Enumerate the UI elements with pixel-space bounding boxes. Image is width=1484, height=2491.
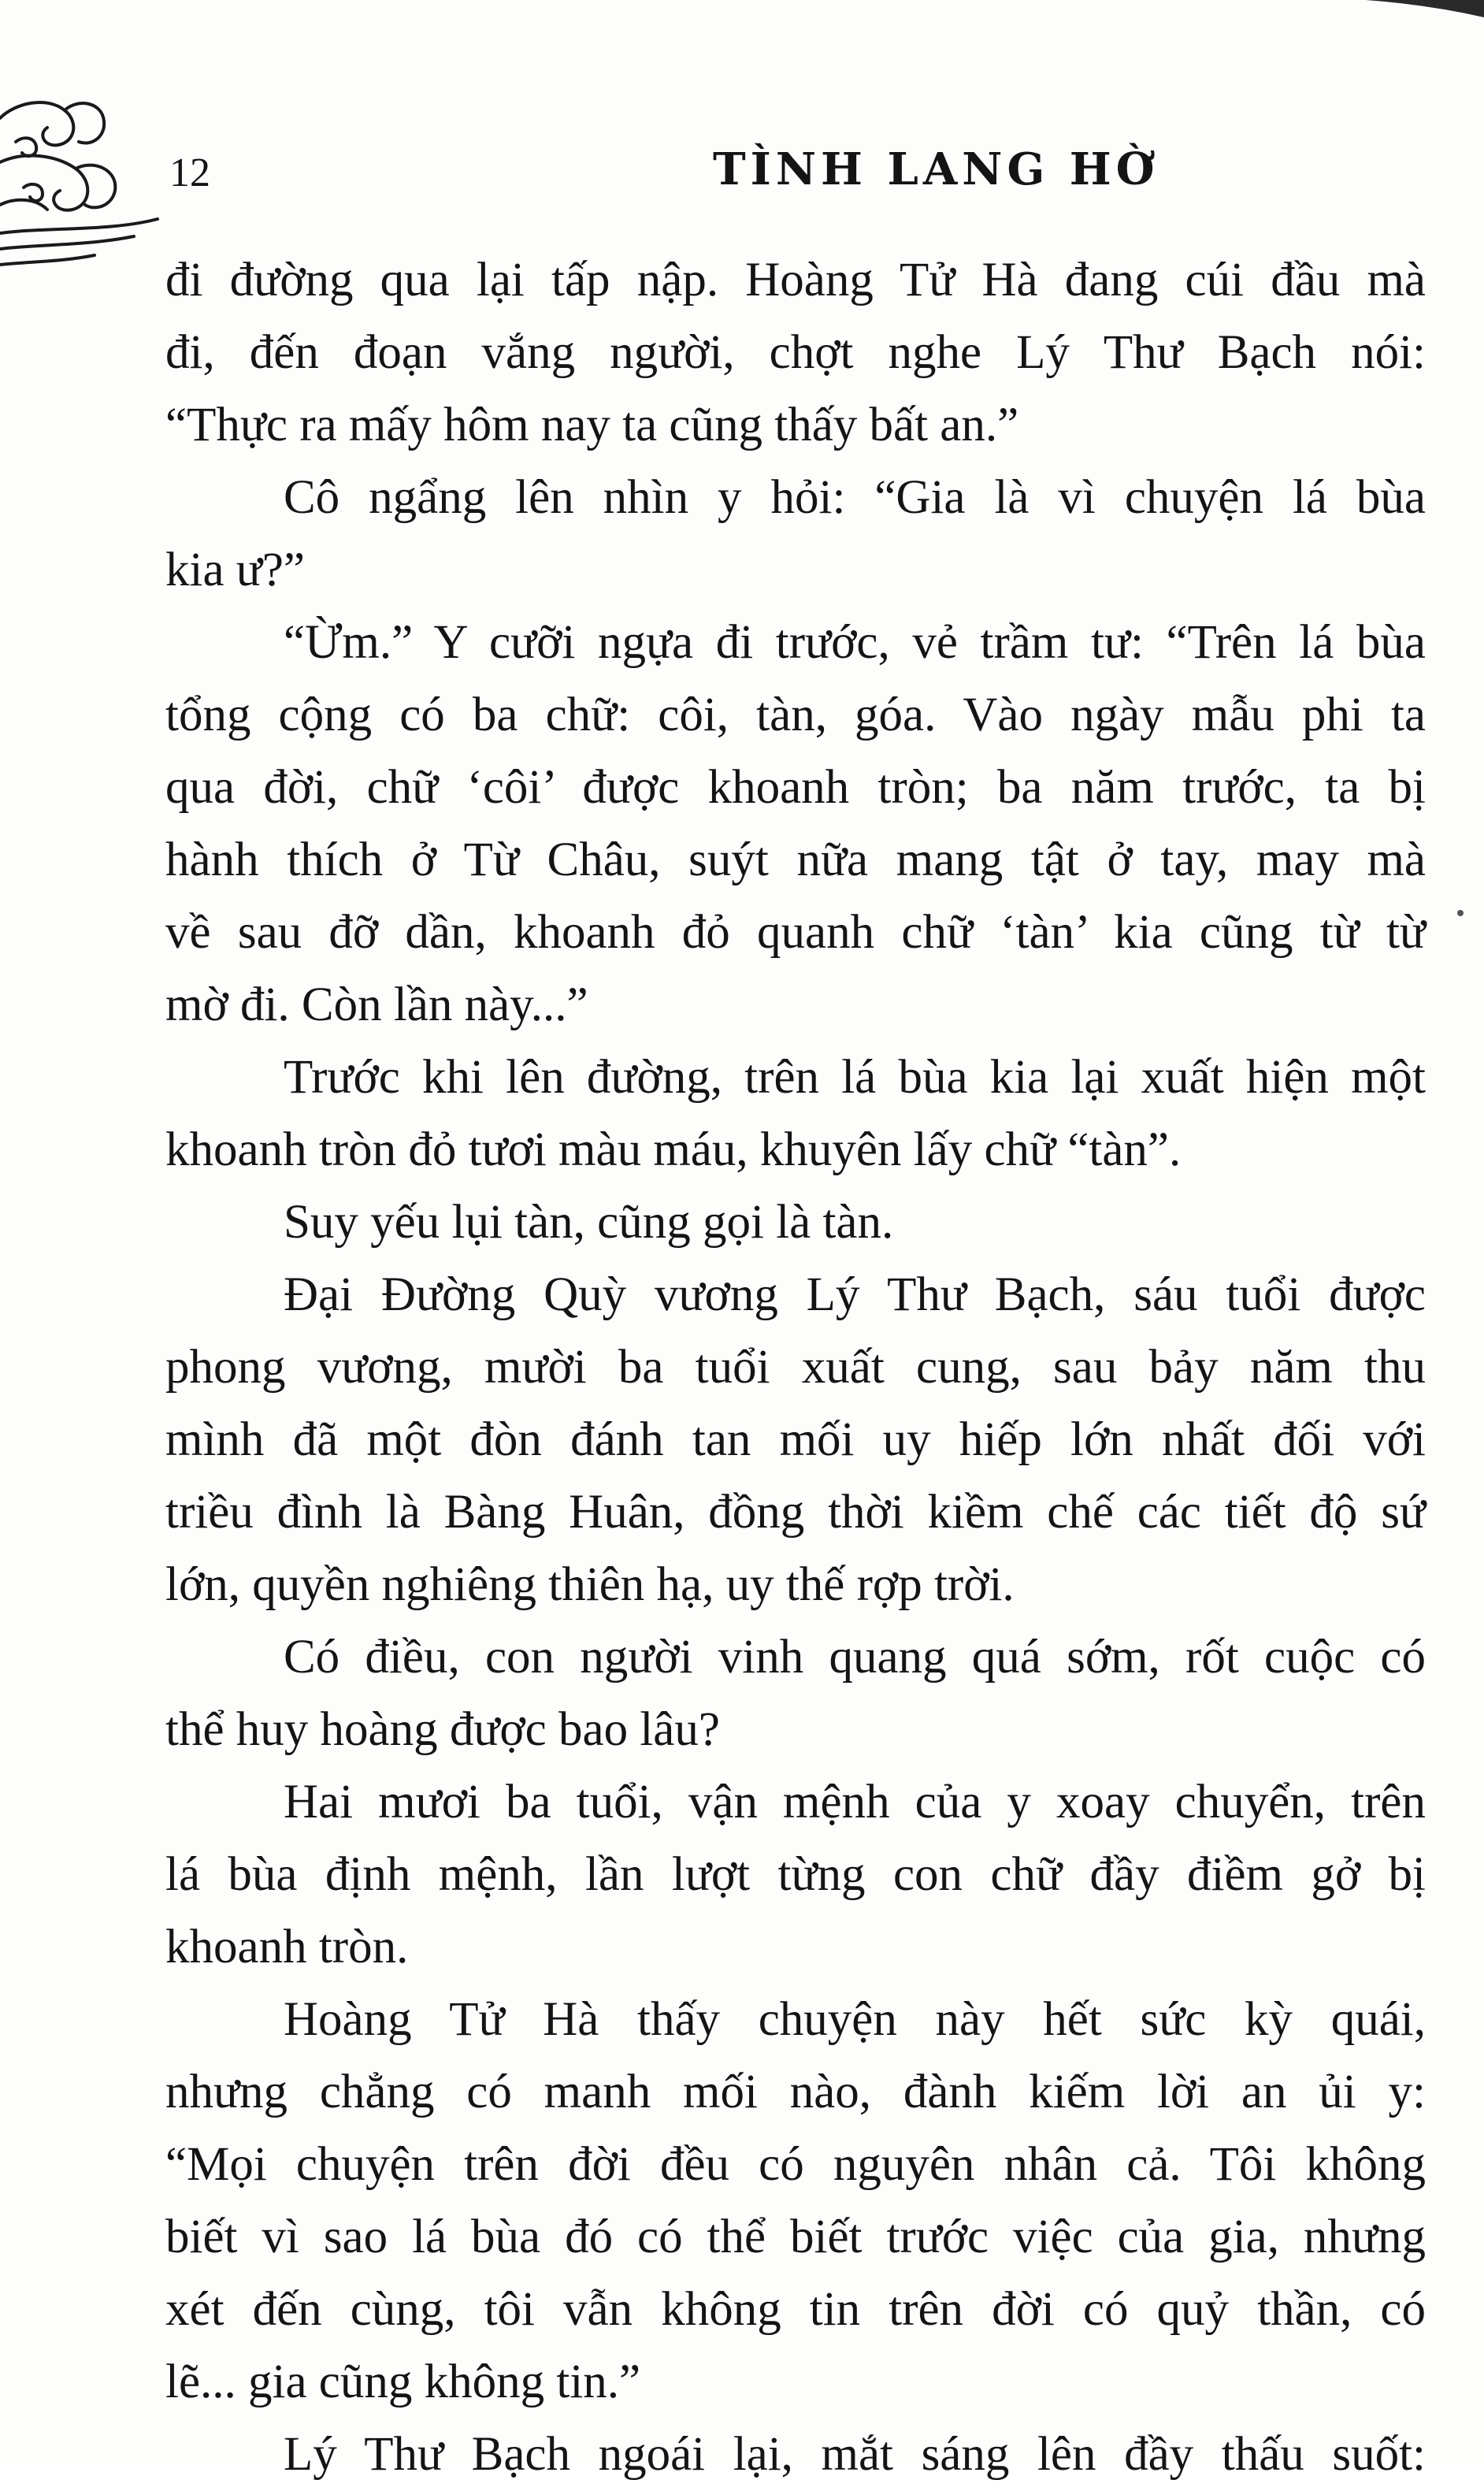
text-line: Lý Thư Bạch ngoái lại, mắt sáng lên đầy thấu suốt: bbox=[284, 2428, 1426, 2481]
text-line: Hai mươi ba tuổi, vận mệnh của y xoay chuyển, trên bbox=[284, 1776, 1426, 1828]
text-line: xét đến cùng, tôi vẫn không tin trên đời có quỷ thần, có bbox=[165, 2283, 1426, 2336]
text-line: về sau đỡ dần, khoanh đỏ quanh chữ ‘tàn’ kia cũng từ từ bbox=[165, 906, 1426, 959]
page-header bbox=[169, 138, 1414, 209]
text-line: mờ đi. Còn lần này...” bbox=[165, 978, 588, 1031]
text-line: triều đình là Bàng Huân, đồng thời kiềm chế các tiết độ sứ bbox=[165, 1486, 1426, 1539]
text-line: lá bùa định mệnh, lần lượt từng con chữ đầy điềm gở bị bbox=[165, 1848, 1426, 1901]
text-line: biết vì sao lá bùa đó có thể biết trước việc của gia, nhưng bbox=[165, 2211, 1426, 2263]
text-line: Suy yếu lụi tàn, cũng gọi là tàn. bbox=[284, 1196, 894, 1249]
text-line: kia ư?” bbox=[165, 544, 305, 596]
text-line: tổng cộng có ba chữ: côi, tàn, góa. Vào ngày mẫu phi ta bbox=[165, 689, 1426, 741]
text-line: Cô ngẩng lên nhìn y hỏi: “Gia là vì chuyện lá bùa bbox=[284, 471, 1426, 524]
text-line: thể huy hoàng được bao lâu? bbox=[165, 1703, 720, 1756]
text-line: Trước khi lên đường, trên lá bùa kia lại xuất hiện một bbox=[284, 1051, 1426, 1104]
text-line: khoanh tròn đỏ tươi màu máu, khuyên lấy chữ “tàn”. bbox=[165, 1123, 1182, 1176]
text-line: Hoàng Tử Hà thấy chuyện này hết sức kỳ quái, bbox=[284, 1993, 1426, 2046]
cloud-swirl-ornament-icon bbox=[0, 87, 173, 276]
text-line: lớn, quyền nghiêng thiên hạ, uy thế rợp trời. bbox=[165, 1558, 1015, 1611]
text-line: “Ừm.” Y cưỡi ngựa đi trước, vẻ trầm tư: “Trên lá bùa bbox=[284, 616, 1426, 669]
text-line: qua đời, chữ ‘côi’ được khoanh tròn; ba năm trước, ta bị bbox=[165, 761, 1426, 814]
text-line: phong vương, mười ba tuổi xuất cung, sau bảy năm thu bbox=[165, 1341, 1426, 1394]
text-line: “Mọi chuyện trên đời đều có nguyên nhân cả. Tôi không bbox=[165, 2138, 1426, 2191]
text-line: mình đã một đòn đánh tan mối uy hiếp lớn nhất đối với bbox=[165, 1413, 1426, 1466]
text-line: đi đường qua lại tấp nập. Hoàng Tử Hà đang cúi đầu mà bbox=[165, 254, 1426, 306]
page-number: 12 bbox=[169, 150, 210, 195]
text-line: “Thực ra mấy hôm nay ta cũng thấy bất an.” bbox=[165, 399, 1019, 451]
text-line: lẽ... gia cũng không tin.” bbox=[165, 2355, 641, 2408]
text-line: đi, đến đoạn vắng người, chợt nghe Lý Thư Bạch nói: bbox=[165, 326, 1426, 379]
book-title: TÌNH LANG HỜ bbox=[713, 143, 1159, 195]
ink-speck bbox=[1457, 910, 1464, 916]
text-line: hành thích ở Từ Châu, suýt nữa mang tật ở tay, may mà bbox=[165, 833, 1426, 886]
text-line: nhưng chẳng có manh mối nào, đành kiếm lời an ủi y: bbox=[165, 2066, 1426, 2118]
text-line: Đại Đường Quỳ vương Lý Thư Bạch, sáu tuổi được bbox=[284, 1268, 1426, 1321]
text-line: khoanh tròn. bbox=[165, 1921, 409, 1973]
text-line: Có điều, con người vinh quang quá sớm, rốt cuộc có bbox=[284, 1631, 1426, 1684]
body-text bbox=[165, 244, 1426, 2491]
page-corner-shadow bbox=[1358, 0, 1484, 17]
